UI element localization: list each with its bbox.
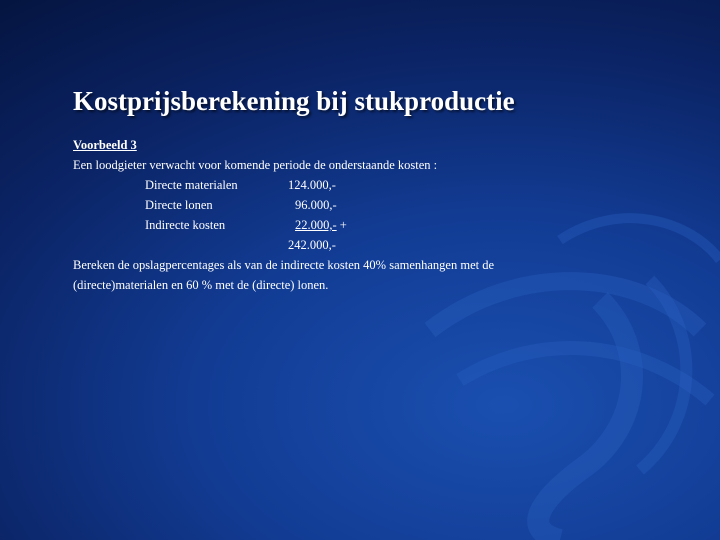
cost-row-materials xyxy=(73,175,573,195)
question-text: Bereken de opslagpercentages als van de indirecte kosten 40% samenhangen met de (directe)materialen en 60 % met de (directe) lonen. xyxy=(73,258,495,292)
intro-text: Een loodgieter verwacht voor komende periode de onderstaande kosten : xyxy=(73,158,438,172)
cost-row-indirect xyxy=(73,215,573,235)
cost-label: Directe lonen xyxy=(145,198,213,212)
cost-label: Indirecte kosten xyxy=(145,218,226,232)
cost-row-wages xyxy=(73,195,573,215)
cost-amount-group xyxy=(295,215,347,235)
cost-amount: 124.000,- xyxy=(288,178,336,192)
cost-total: 242.000,- xyxy=(288,238,336,252)
cost-amount: 22.000,- xyxy=(295,218,337,232)
cost-label: Directe materialen xyxy=(145,178,238,192)
slide-body xyxy=(73,135,573,295)
cost-amount: 96.000,- xyxy=(295,198,337,212)
example-heading: Voorbeeld 3 xyxy=(73,138,137,152)
plus-sign: + xyxy=(339,218,347,232)
cost-total-row xyxy=(73,235,573,255)
slide-title: Kostprijsberekening bij stukproductie xyxy=(73,86,515,116)
